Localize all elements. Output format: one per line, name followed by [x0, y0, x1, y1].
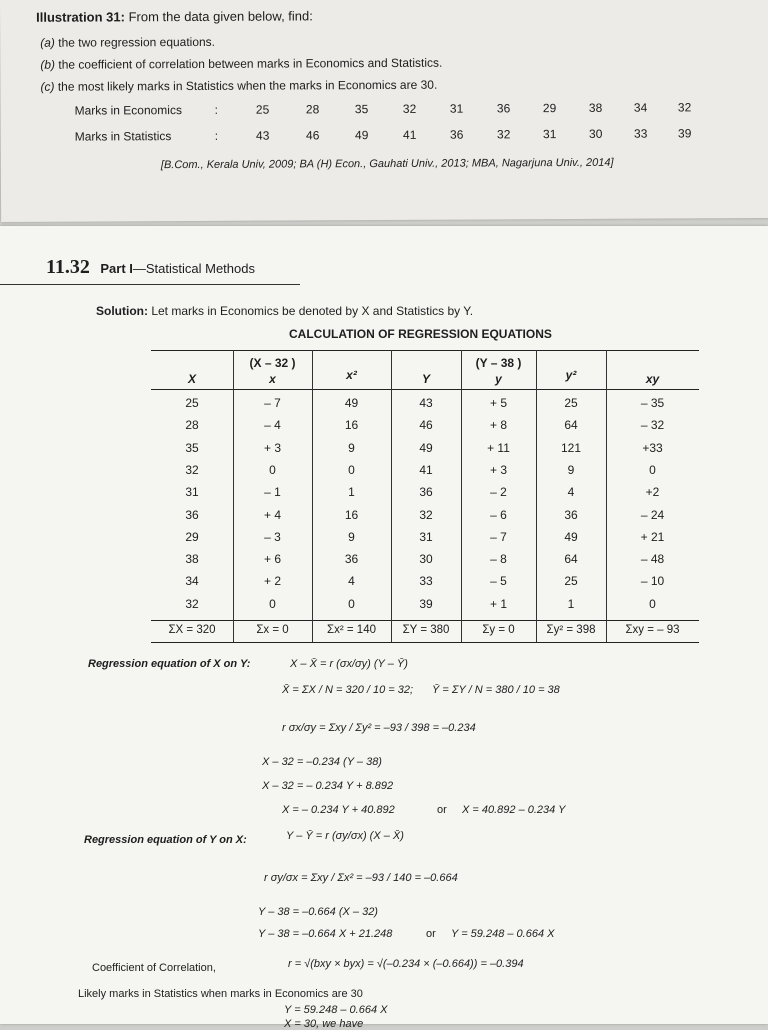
solution-page — [0, 226, 768, 1030]
cell-y-dev: – 8 — [490, 552, 507, 567]
header-X: X — [187, 372, 196, 386]
economics-marks-row — [1, 100, 768, 122]
x-equation-final: X = – 0.234 Y + 40.892 — [282, 804, 395, 816]
colon: : — [214, 102, 218, 117]
cell-X: 32 — [185, 462, 199, 477]
total-x: Σx = 0 — [256, 624, 289, 636]
cell-x-dev: + 3 — [263, 440, 281, 455]
page-header — [46, 256, 255, 279]
statistics-mark: 30 — [588, 126, 603, 141]
part-text: the most likely marks in Statistics when the marks in Economics are 30. — [57, 77, 438, 94]
cell-xy: – 10 — [640, 574, 665, 589]
mean-x: X̄ = ΣX / N = 320 / 10 = 32; — [282, 684, 414, 696]
table-title: CALCULATION OF REGRESSION EQUATIONS — [289, 327, 552, 341]
colon: : — [214, 128, 219, 143]
correlation-formula: r = √(bxy × byx) = √(–0.234 × (–0.664)) = –0.394 — [288, 958, 524, 970]
statistics-mark: 32 — [496, 127, 511, 142]
cell-x-dev: + 4 — [263, 507, 281, 522]
x-equation-final-alt: X = 40.892 – 0.234 Y — [462, 804, 566, 816]
question-part-c — [40, 78, 437, 94]
cell-y-squared: 49 — [564, 529, 578, 544]
cell-x-dev: + 6 — [263, 552, 281, 567]
question-intro: From the data given below, find: — [128, 8, 313, 25]
cell-x-squared: 16 — [344, 507, 359, 522]
part-text: the two regression equations. — [58, 34, 216, 50]
section-label: —Statistical Methods — [132, 261, 255, 276]
statistics-marks-row — [1, 126, 768, 148]
cell-xy: 0 — [649, 596, 656, 611]
cell-y-dev: + 11 — [487, 440, 510, 455]
reg-x-on-y-label: Regression equation of X on Y: — [88, 658, 251, 670]
cell-y-squared: 1 — [567, 596, 575, 611]
cell-Y: 33 — [419, 574, 433, 589]
cell-X: 36 — [185, 507, 199, 522]
economics-label: Marks in Economics — [74, 103, 182, 118]
cell-xy: – 24 — [640, 507, 665, 522]
header-xy: xy — [645, 372, 660, 386]
part-label: (b) — [40, 57, 56, 72]
cell-Y: 46 — [419, 418, 433, 433]
header-rule — [0, 284, 300, 285]
cell-x-squared: 9 — [348, 440, 355, 455]
likely-marks-equation: Y = 59.248 – 0.664 X — [284, 1004, 388, 1016]
question-part-b — [40, 56, 442, 72]
cell-x-dev: – 4 — [264, 418, 281, 433]
cell-x-dev: – 3 — [264, 529, 281, 544]
part-label: Part I — [100, 261, 133, 276]
statistics-mark: 39 — [677, 126, 692, 141]
total-y: Σy = 0 — [482, 624, 515, 636]
part-label: (c) — [40, 79, 55, 94]
cell-y-dev: – 5 — [490, 574, 507, 589]
cell-xy: – 32 — [640, 418, 665, 433]
x-equation-step-1: X – 32 = –0.234 (Y – 38) — [262, 756, 382, 768]
statistics-label: Marks in Statistics — [74, 129, 172, 144]
header-x2: x² — [346, 368, 357, 382]
part-label: (a) — [40, 35, 55, 50]
header-y2: y² — [565, 368, 577, 382]
statistics-mark: 46 — [305, 128, 320, 143]
cell-y-squared: 9 — [567, 462, 575, 477]
x-equation-step-2: X – 32 = – 0.234 Y + 8.892 — [262, 780, 394, 792]
cell-x-squared: 36 — [344, 552, 359, 567]
cell-Y: 43 — [419, 396, 433, 410]
economics-mark: 34 — [633, 100, 648, 115]
y-equation-step-1: Y – 38 = –0.664 (X – 32) — [258, 906, 378, 918]
cell-Y: 41 — [419, 462, 433, 477]
regression-table — [151, 350, 699, 642]
cell-y-squared: 36 — [564, 507, 578, 522]
regression-coefficient-byx: r σy/σx = Σxy / Σx² = –93 / 140 = –0.664 — [264, 872, 458, 884]
cell-X: 31 — [185, 485, 199, 500]
cell-X: 35 — [185, 440, 199, 455]
cell-X: 25 — [185, 396, 199, 410]
economics-mark: 29 — [542, 101, 557, 116]
statistics-mark: 43 — [255, 128, 270, 143]
or-connector: or — [437, 804, 447, 816]
cell-x-squared: 16 — [344, 418, 359, 433]
question-source: [B.Com., Kerala Univ, 2009; BA (H) Econ., Gauhati Univ., 2013; MBA, Nagarjuna Univ., 2014] — [160, 156, 614, 172]
page-number: 11.32 — [46, 256, 90, 278]
cell-X: 29 — [185, 529, 199, 544]
statistics-mark: 36 — [449, 127, 464, 142]
total-xy: Σxy = – 93 — [625, 624, 680, 636]
correlation-label: Coefficient of Correlation, — [92, 962, 216, 974]
table-rule-bottom — [151, 642, 699, 643]
or-connector: or — [426, 928, 436, 940]
cell-y-dev: – 2 — [490, 485, 507, 500]
y-equation-final: Y = 59.248 – 0.664 X — [451, 928, 555, 940]
cell-x-dev: – 1 — [264, 485, 281, 500]
total-Y: ΣY = 380 — [402, 624, 450, 636]
cell-xy: – 48 — [640, 552, 665, 567]
header-Y: Y — [421, 372, 430, 386]
cell-x-dev: + 2 — [263, 574, 281, 589]
cell-x-squared: 1 — [348, 485, 355, 500]
cell-y-dev: + 8 — [489, 418, 507, 433]
statistics-mark: 41 — [402, 127, 417, 142]
cell-X: 34 — [185, 574, 199, 589]
question-page — [0, 0, 768, 222]
header-x-deviation: (X – 32 ) — [249, 356, 296, 370]
cell-xy: 0 — [649, 462, 656, 477]
mean-y: Ȳ = ΣY / N = 380 / 10 = 38 — [432, 684, 560, 696]
cell-y-squared: 64 — [564, 418, 578, 433]
likely-marks-label: Likely marks in Statistics when marks in Economics are 30 — [78, 988, 363, 1000]
header-x: x — [269, 372, 276, 386]
cell-y-squared: 25 — [564, 574, 578, 589]
statistics-mark: 31 — [542, 127, 557, 142]
reg-x-on-y-formula: X – X̄ = r (σx/σy) (Y – Ȳ) — [290, 658, 408, 670]
cell-xy: +33 — [642, 440, 663, 455]
likely-marks-continued: X = 30, we have — [284, 1018, 364, 1030]
reg-y-on-x-label: Regression equation of Y on X: — [84, 834, 247, 846]
cell-y-dev: + 1 — [489, 596, 507, 611]
cell-Y: 36 — [419, 485, 433, 500]
solution-text: Let marks in Economics be denoted by X and Statistics by Y. — [151, 304, 474, 318]
cell-y-dev: – 6 — [490, 507, 507, 522]
solution-label: Solution: — [96, 304, 148, 318]
cell-x-dev: 0 — [269, 462, 276, 477]
economics-mark: 32 — [677, 100, 692, 115]
statistics-mark: 49 — [354, 128, 369, 143]
cell-x-squared: 0 — [348, 596, 355, 611]
cell-x-squared: 0 — [348, 462, 355, 477]
economics-mark: 36 — [496, 101, 511, 116]
cell-x-dev: – 7 — [264, 396, 281, 410]
part-text: the coefficient of correlation between marks in Economics and Statistics. — [58, 55, 443, 72]
reg-y-on-x-formula: Y – Ȳ = r (σy/σx) (X – X̄) — [286, 830, 404, 842]
cell-y-squared: 25 — [564, 396, 578, 410]
cell-y-squared: 121 — [560, 440, 582, 455]
header-y: y — [495, 372, 502, 386]
cell-xy: +2 — [645, 485, 660, 500]
economics-mark: 31 — [449, 101, 464, 116]
question-heading — [36, 8, 313, 24]
total-X: ΣX = 320 — [168, 624, 216, 636]
cell-x-squared: 49 — [344, 396, 359, 410]
economics-mark: 25 — [255, 102, 270, 117]
statistics-mark: 33 — [633, 126, 648, 141]
cell-y-squared: 4 — [567, 485, 575, 500]
cell-X: 38 — [185, 552, 199, 567]
cell-Y: 49 — [419, 440, 433, 455]
total-y2: Σy² = 398 — [546, 624, 596, 636]
cell-y-dev: + 5 — [489, 396, 507, 410]
cell-X: 32 — [185, 596, 199, 611]
cell-Y: 39 — [419, 596, 433, 611]
y-equation-step-2: Y – 38 = –0.664 X + 21.248 — [258, 928, 393, 940]
cell-x-dev: 0 — [269, 596, 276, 611]
cell-x-squared: 9 — [348, 529, 355, 544]
cell-Y: 32 — [419, 507, 433, 522]
economics-mark: 38 — [588, 100, 603, 115]
economics-mark: 35 — [354, 102, 369, 117]
question-part-a — [40, 35, 215, 50]
economics-mark: 32 — [402, 101, 417, 116]
cell-y-squared: 64 — [564, 552, 578, 567]
cell-X: 28 — [185, 418, 199, 433]
regression-coefficient-bxy: r σx/σy = Σxy / Σy² = –93 / 398 = –0.234 — [282, 722, 476, 734]
solution-intro — [96, 304, 473, 318]
cell-xy: + 21 — [640, 529, 665, 544]
cell-Y: 30 — [419, 552, 433, 567]
economics-mark: 28 — [305, 102, 320, 117]
cell-x-squared: 4 — [348, 574, 355, 589]
total-x2: Σx² = 140 — [327, 624, 376, 636]
cell-xy: – 35 — [640, 396, 665, 410]
header-y-deviation: (Y – 38 ) — [475, 356, 522, 370]
cell-y-dev: – 7 — [490, 529, 507, 544]
cell-y-dev: + 3 — [489, 462, 507, 477]
cell-Y: 31 — [419, 529, 433, 544]
illustration-title: Illustration 31: — [36, 9, 125, 25]
